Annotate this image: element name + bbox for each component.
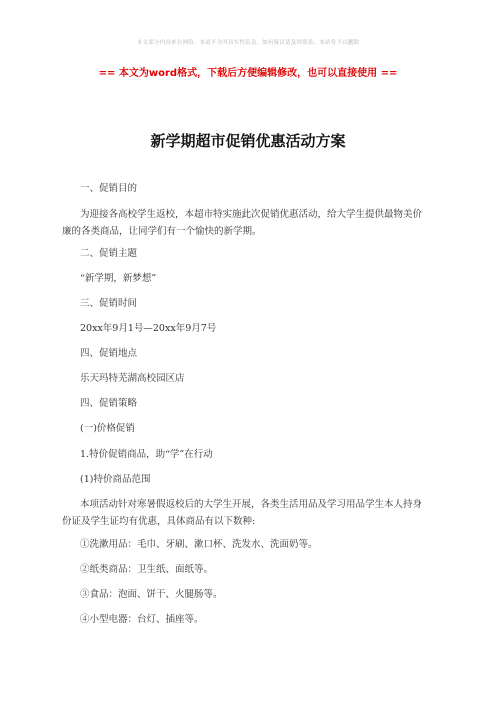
list-item-paper: ②纸类商品：卫生纸、面纸等。 (80, 564, 214, 575)
list-item-toiletries: ①洗漱用品：毛巾、牙刷、漱口杯、洗发水、洗面奶等。 (80, 539, 318, 550)
subheading-price-promotion: (一)价格促销 (80, 423, 135, 434)
section-heading-purpose: 一、促销目的 (80, 183, 138, 194)
list-item-food: ③食品：泡面、饼干、火腿肠等。 (80, 589, 223, 600)
paragraph-purpose: 为迎接各高校学生返校，本超市特实施此次促销优惠活动，给大学生提供最物美价廉的各类商品，让同学们有一个愉快的新学期。 (62, 209, 423, 237)
section-heading-theme: 二、促销主题 (80, 248, 138, 259)
item-special-range: (1)特价商品范围 (80, 474, 151, 485)
section-heading-time: 三、促销时间 (80, 298, 138, 309)
word-format-banner: == 本文为word格式，下载后方便编辑修改，也可以直接使用 == (98, 68, 398, 79)
list-item-appliances: ④小型电器：台灯、插座等。 (80, 614, 204, 625)
header-disclaimer: 本文部分内容来自网络，本站不为其真实性负责，如有疑议请及时联系，本站将予以删除 (136, 40, 360, 46)
section-heading-location: 四、促销地点 (80, 348, 138, 359)
section-heading-strategy: 四、促销策略 (80, 398, 138, 409)
paragraph-theme: “新学期，新梦想” (80, 273, 157, 284)
paragraph-activity: 本项活动针对寒暑假返校后的大学生开展，各类生活用品及学习用品学生本人持身份证及学生证均有优惠，具体商品有以下数种: (62, 499, 423, 527)
item-special-promotion: 1.特价促销商品，助“学”在行动 (80, 449, 213, 460)
paragraph-location: 乐天玛特芜湖高校园区店 (80, 373, 185, 384)
document-title: 新学期超市促销优惠活动方案 (150, 132, 346, 150)
paragraph-time: 20xx年9月1号—20xx年9月7号 (80, 323, 217, 334)
